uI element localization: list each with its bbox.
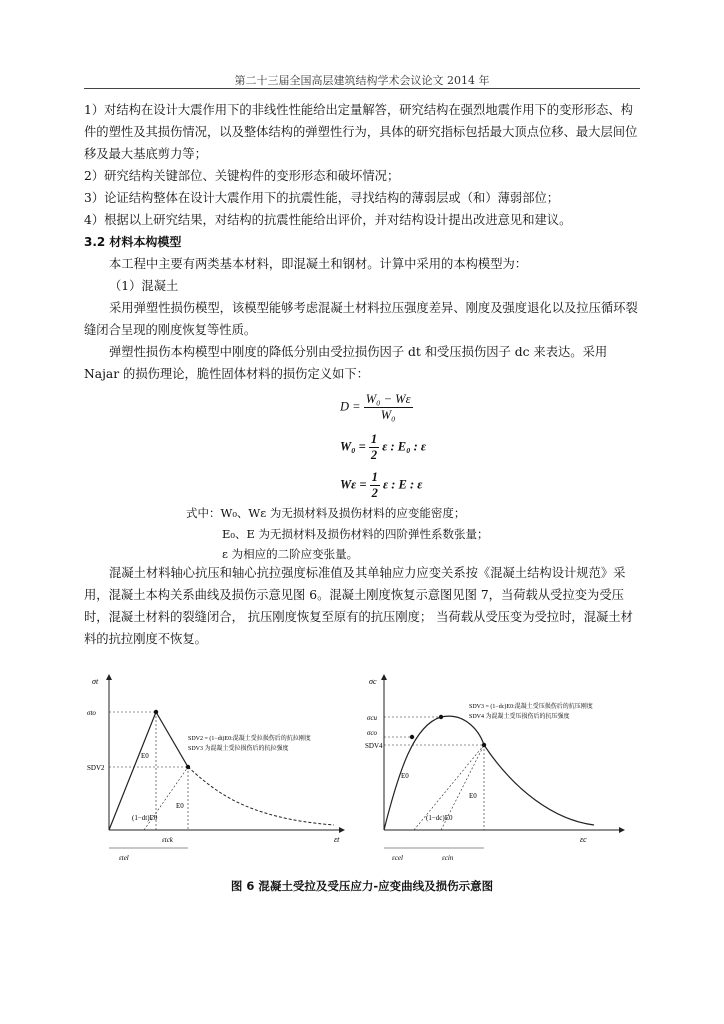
compression-note-2: SDV4 为混凝土受压损伤后的抗压强度 (469, 714, 570, 720)
paragraph-6: （1）混凝土 (109, 279, 179, 293)
compression-e0b-label: E0 (469, 792, 477, 800)
eq3-denominator: 2 (371, 486, 378, 500)
compression-x-label: εc (580, 835, 587, 844)
tension-e0b-label: E0 (176, 802, 184, 810)
paragraph-8: 弹塑性损伤本构模型中刚度的降低分别由受拉损伤因子 dt 和受压损伤因子 dc 来表达。采用 Najar 的损伤理论，脆性固体材料的损伤定义如下： (84, 345, 608, 381)
compression-note-1: SDV3 = (1−dc)E0:混凝土受压损伤后的抗压刚度 (469, 704, 593, 710)
legend-line-3: ε 为相应的二阶应变张量。 (222, 547, 359, 561)
compression-sigma0-point (410, 735, 414, 739)
legend-line-2: E₀、E 为无损材料及损伤材料的四阶弹性系数张量； (222, 527, 489, 541)
paragraph-2: 2）研究结构关键部位、关键构件的变形形态和破坏情况； (84, 169, 400, 183)
eq2-fraction (369, 432, 379, 463)
equation-w0 (340, 432, 426, 463)
tension-strain-label-2: εtck (162, 836, 173, 844)
tension-y-label: σt (92, 677, 99, 686)
eq2-denominator: 2 (370, 448, 378, 462)
eq1-lhs: D = (340, 399, 361, 414)
eq1-denominator: W₀ (380, 408, 396, 422)
tension-softening-curve (188, 767, 334, 825)
paragraph-7: 采用弹塑性损伤模型，该模型能够考虑混凝土材料拉压强度差异、刚度及强度退化以及拉压循环裂缝闭合呈现的刚度恢复等性质。 (84, 301, 638, 337)
paragraph-5: 本工程中主要有两类基本材料，即混凝土和钢材。计算中采用的本构模型为： (109, 257, 528, 271)
compression-peak-point (439, 715, 443, 719)
tension-x-label: εt (334, 835, 340, 844)
eq1-fraction (364, 392, 413, 423)
tension-e0-label: E0 (141, 752, 149, 760)
tension-damage-point (186, 765, 190, 769)
eq3-numerator: 1 (371, 470, 378, 484)
compression-sigma0-label: σco (367, 729, 378, 737)
compression-slope-label: (1−dc)E0 (426, 814, 453, 822)
compression-damage-point (482, 743, 486, 747)
paragraph-1: 1）对结构在设计大震作用下的非线性性能给出定量解答，研究结构在强烈地震作用下的变形形态、构件的塑性及其损伤情况，以及整体结构的弹塑性行为，具体的研究指标包括最大顶点位移、最大层间位移及最大基底剪力等； (84, 103, 638, 161)
compression-y-label: σc (369, 677, 377, 686)
compression-e0-label: E0 (401, 772, 409, 780)
tension-strain-label-1: εtel (119, 854, 129, 862)
compression-strain-label-2: εcin (442, 854, 454, 862)
tension-chart (87, 675, 344, 862)
tension-peak-point (154, 710, 158, 714)
compression-peak-label: σcu (367, 714, 378, 722)
header-rule (84, 88, 640, 89)
eq3-lhs: Wε = (340, 477, 367, 492)
eq2-lhs: W₀ = (340, 439, 366, 454)
compression-strain-label-1: εcel (392, 854, 403, 862)
page-header: 第二十三届全国高层建筑结构学术会议论文 2014 年 (234, 74, 490, 87)
eq1-numerator: W₀ − Wε (365, 392, 411, 406)
eq2-rhs: ε : E₀ : ε (382, 439, 427, 454)
tension-note-1: SDV2 = (1−dt)E0:混凝土受拉损伤后的抗拉刚度 (188, 736, 311, 742)
compression-sdv-label: SDV4 (365, 742, 383, 750)
equation-damage (340, 392, 413, 423)
tension-curve-solid (109, 712, 188, 830)
tension-sdv-label: SDV2 (87, 764, 105, 772)
text-block-1 (84, 99, 640, 385)
compression-curve (384, 716, 594, 830)
paragraph-4: 4）根据以上研究结果，对结构的抗震性能给出评价，并对结构设计提出改进意见和建议。 (84, 213, 572, 227)
tension-note-2: SDV3 为混凝土受拉损伤后的抗拉强度 (188, 746, 289, 752)
equation-we (340, 470, 422, 501)
eq2-numerator: 1 (370, 432, 378, 446)
legend-line-1: 式中：W₀、Wε 为无损材料及损伤材料的应变能密度； (186, 506, 466, 520)
tension-slope-label: (1−dt)E0 (132, 814, 158, 822)
compression-chart (365, 675, 624, 862)
figure-6 (84, 670, 640, 870)
paragraph-3: 3）论证结构整体在设计大震作用下的抗震性能，寻找结构的薄弱层或（和）薄弱部位； (84, 191, 560, 205)
paragraph-9: 混凝土材料轴心抗压和轴心抗拉强度标准值及其单轴应力应变关系按《混凝土结构设计规范》采用，混凝土本构关系曲线及损伤示意见图 6。混凝土刚度恢复示意图见图 7，当荷载从受拉变为受压时，混凝土材料的裂缝闭合， 抗压刚度恢复至原有的抗压刚度； 当荷载从受压变为受拉时，混凝土材料的抗拉刚度不恢复。 (84, 566, 633, 646)
eq3-fraction (370, 470, 380, 501)
eq3-rhs: ε : E : ε (383, 477, 423, 492)
section-heading: 3.2 材料本构模型 (84, 235, 182, 249)
figure-caption: 图 6 混凝土受拉及受压应力-应变曲线及损伤示意图 (230, 879, 494, 893)
tension-peak-label: σto (87, 709, 96, 717)
